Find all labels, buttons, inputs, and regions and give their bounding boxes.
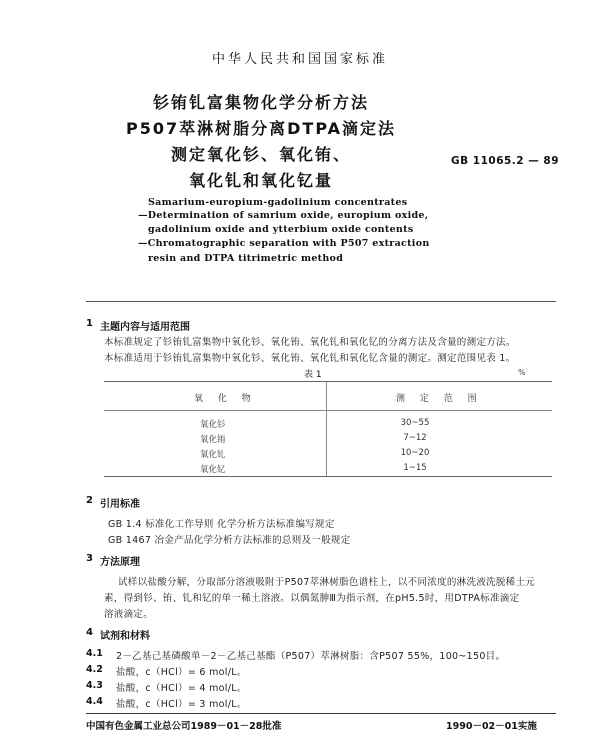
section-1-number: 1 [86,318,93,329]
table-cell-range: 30~55 [400,418,430,428]
section-3-paragraph-line-3: 溶液滴定。 [104,609,154,620]
standard-code: GB 11065.2 — 89 [451,155,560,167]
table-cell-range: 10~20 [400,448,430,458]
reference-standard: GB 1467 冶金产品化学分析方法标准的总则及一般规定 [108,535,351,546]
section-3-paragraph-line-2: 素，得到钐、铕、钆和钇的单一稀土溶液。以偶氮胂Ⅲ为指示剂，在pH5.5时，用DTPA标准滴定 [104,593,520,604]
reagent-item-number: 4.2 [86,664,103,675]
standard-header: 中华人民共和国国家标准 [211,52,388,67]
reagent-item-text: 盐酸，c（HCl）= 4 mol/L。 [116,683,247,694]
table-caption: 表 1 [304,370,322,380]
section-4-title: 试剂和材料 [100,631,150,642]
reagent-item-number: 4.3 [86,680,103,691]
english-title-line-4: —Chromatographic separation with P507 extraction [138,238,430,249]
reagent-item-number: 4.4 [86,696,103,707]
table-column-divider [326,382,327,476]
top-divider [86,301,556,302]
table-cell-oxide: 氧化钐 [200,420,226,430]
table-cell-range: 7~12 [403,433,427,443]
data-table [104,381,552,477]
english-title-line-2: —Determination of samrium oxide, europium oxide, [138,210,429,221]
section-1-paragraph-1: 本标准规定了钐铕钆富集物中氧化钐、氧化铕、氧化钆和氧化钇的分离方法及含量的测定方法。 [104,337,516,348]
section-1-title: 主题内容与适用范围 [100,322,190,333]
section-2-title: 引用标准 [100,499,140,510]
reference-standard: GB 1.4 标准化工作导则 化学分析方法标准编写规定 [108,519,335,530]
section-2-number: 2 [86,495,93,506]
reagent-item-text: 盐酸，c（HCl）= 3 mol/L。 [116,699,247,710]
table-header-range: 测 定 范 围 [396,394,483,404]
title-line-2: P507萃淋树脂分离DTPA滴定法 [126,119,396,138]
table-cell-oxide: 氧化钆 [200,450,226,460]
approval-note: 中国有色金属工业总公司1989－01－28批准 [86,721,282,732]
table-header-divider [104,410,552,411]
table-unit: % [518,368,526,377]
footer-divider [86,713,556,714]
section-4-number: 4 [86,627,93,638]
section-3-number: 3 [86,553,93,564]
english-title-line-3: gadolinium oxide and ytterbium oxide contents [148,224,414,235]
table-header-oxide: 氧 化 物 [194,394,257,404]
reagent-item-text: 盐酸，c（HCl）= 6 mol/L。 [116,667,247,678]
title-line-1: 钐铕钆富集物化学分析方法 [152,93,369,112]
reagent-item-number: 4.1 [86,648,103,659]
english-title-line-1: Samarium-europium-gadolinium concentrates [148,197,408,208]
table-cell-oxide: 氧化钇 [200,465,226,475]
table-cell-oxide: 氧化铕 [200,435,226,445]
reagent-item-text: 2－乙基己基磷酸单－2－乙基己基酯（P507）萃淋树脂：含P507 55%，100~150目。 [116,651,506,662]
section-3-paragraph-line-1: 试样以盐酸分解，分取部分溶液吸附于P507萃淋树脂色谱柱上，以不同浓度的淋洗液洗脱稀土元 [118,577,536,588]
title-line-4: 氧化钆和氧化钇量 [188,171,333,190]
section-3-title: 方法原理 [100,557,140,568]
title-line-3: 测定氧化钐、氧化铕、 [170,145,351,164]
english-title-line-5: resin and DTPA titrimetric method [148,253,344,264]
implementation-date: 1990－02－01实施 [446,721,537,732]
table-cell-range: 1~15 [403,463,427,473]
section-1-paragraph-2: 本标准适用于钐铕钆富集物中氧化钐、氧化铕、氧化钆和氧化钇含量的测定。测定范围见表 1。 [104,353,516,364]
